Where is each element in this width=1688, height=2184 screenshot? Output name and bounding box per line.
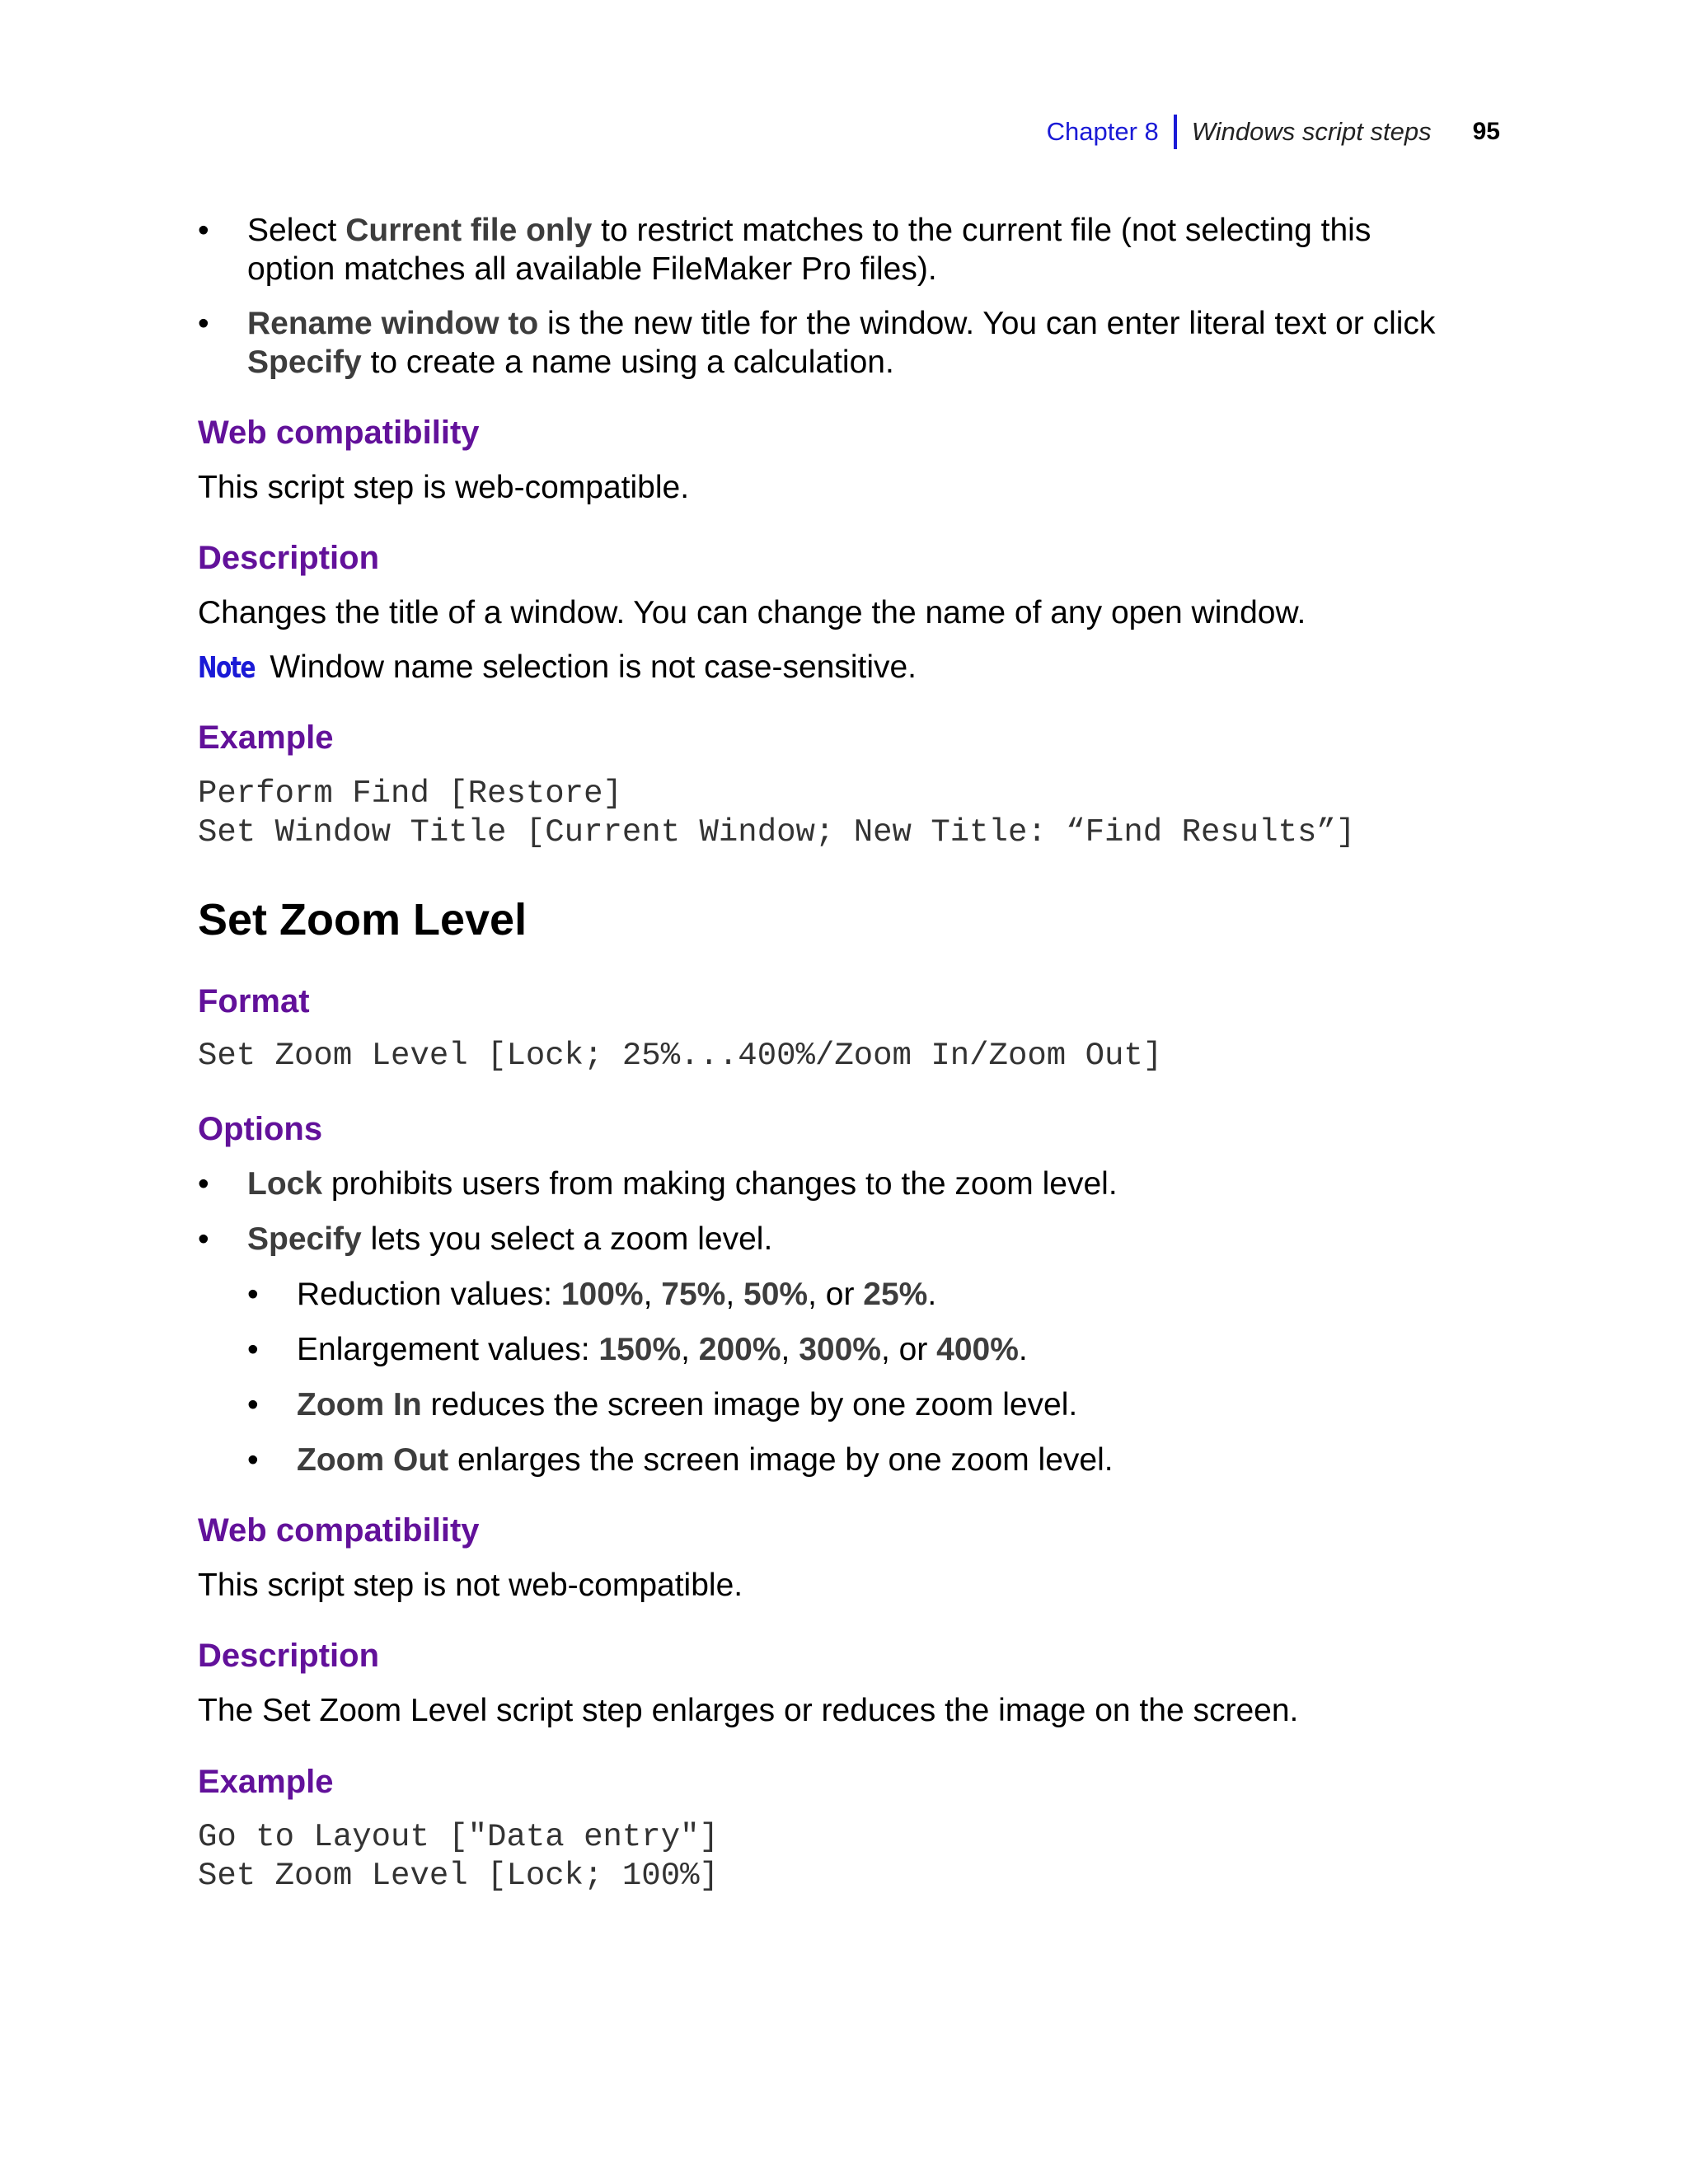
- web-compat-text: This script step is web-compatible.: [198, 470, 690, 505]
- period: .: [927, 1277, 937, 1312]
- heading-web-compatibility: Web compatibility: [198, 415, 480, 451]
- bullet-text: lets you select a zoom level.: [361, 1221, 773, 1257]
- running-header: [1047, 112, 1500, 152]
- bullet-dot: •: [198, 213, 209, 248]
- bullet-text: prohibits users from making changes to the zoom level.: [322, 1166, 1118, 1202]
- chapter-label: Chapter 8: [1046, 117, 1159, 146]
- bullet-dot: •: [198, 1166, 209, 1202]
- note-paragraph: [198, 648, 1500, 687]
- example-code-line-1: Go to Layout ["Data entry"]: [198, 1819, 719, 1855]
- example-code-line-2: Set Window Title [Current Window; New Title: “Find Results”]: [198, 814, 1356, 851]
- bullet-dot: •: [247, 1442, 259, 1478]
- term-rename-window-to: Rename window to: [247, 306, 539, 341]
- bullet-text: Select: [247, 213, 346, 248]
- header-divider: [1174, 115, 1177, 149]
- heading-web-compatibility-2: Web compatibility: [198, 1512, 480, 1549]
- term-zoom-in: Zoom In: [297, 1387, 422, 1422]
- description-text: Changes the title of a window. You can change the name of any open window.: [198, 595, 1306, 630]
- description-text-2: The Set Zoom Level script step enlarges or reduces the image on the screen.: [198, 1693, 1299, 1728]
- bullet-dot: •: [247, 1277, 259, 1312]
- value-100: 100%: [560, 1277, 644, 1312]
- value-25: 25%: [863, 1277, 928, 1312]
- page-number: 95: [1472, 118, 1500, 145]
- sep: , or: [880, 1332, 937, 1367]
- reduction-label: Reduction values:: [297, 1277, 561, 1312]
- term-lock: Lock: [247, 1166, 323, 1202]
- bullet-dot: •: [198, 1221, 209, 1257]
- value-150: 150%: [598, 1332, 682, 1367]
- value-200: 200%: [698, 1332, 781, 1367]
- example-code-line-1: Perform Find [Restore]: [198, 776, 622, 812]
- section-label: Windows script steps: [1191, 117, 1432, 146]
- format-code: Set Zoom Level [Lock; 25%...400%/Zoom In/Zoom Out]: [198, 1038, 1163, 1074]
- sep: ,: [781, 1332, 799, 1367]
- bullet-text-line2: to create a name using a calculation.: [361, 344, 894, 380]
- heading-options: Options: [198, 1111, 323, 1147]
- web-compat-text-2: This script step is not web-compatible.: [198, 1568, 743, 1603]
- heading-example-2: Example: [198, 1764, 334, 1800]
- value-400: 400%: [936, 1332, 1019, 1367]
- term-zoom-out: Zoom Out: [297, 1442, 449, 1478]
- bullet-text: reduces the screen image by one zoom level.: [421, 1387, 1078, 1422]
- bullet-dot: •: [247, 1387, 259, 1422]
- term-current-file-only: Current file only: [345, 213, 593, 248]
- term-specify: Specify: [247, 1221, 362, 1257]
- bullet-text: enlarges the screen image by one zoom level.: [448, 1442, 1114, 1478]
- sep: , or: [808, 1277, 864, 1312]
- section-title-set-zoom-level: Set Zoom Level: [198, 895, 528, 944]
- bullet-text-line2: option matches all available FileMaker Pro files).: [247, 251, 937, 287]
- value-75: 75%: [661, 1277, 726, 1312]
- bullet-dot: •: [247, 1332, 259, 1367]
- heading-example: Example: [198, 719, 334, 756]
- sep: ,: [725, 1277, 744, 1312]
- term-specify: Specify: [247, 344, 362, 380]
- enlargement-label: Enlargement values:: [297, 1332, 599, 1367]
- bullet-dot: •: [198, 306, 209, 341]
- value-300: 300%: [799, 1332, 881, 1367]
- sep: ,: [643, 1277, 662, 1312]
- period: .: [1018, 1332, 1028, 1367]
- note-text: Window name selection is not case-sensitive.: [260, 649, 917, 685]
- heading-description-2: Description: [198, 1638, 380, 1674]
- bullet-text: is the new title for the window. You can enter literal text or click: [538, 306, 1436, 341]
- value-50: 50%: [743, 1277, 809, 1312]
- bullet-text: to restrict matches to the current file (not selecting this: [592, 213, 1372, 248]
- note-label: Note: [198, 651, 256, 685]
- sep: ,: [681, 1332, 699, 1367]
- example-code-line-2: Set Zoom Level [Lock; 100%]: [198, 1858, 719, 1894]
- heading-description: Description: [198, 540, 380, 576]
- heading-format: Format: [198, 983, 310, 1019]
